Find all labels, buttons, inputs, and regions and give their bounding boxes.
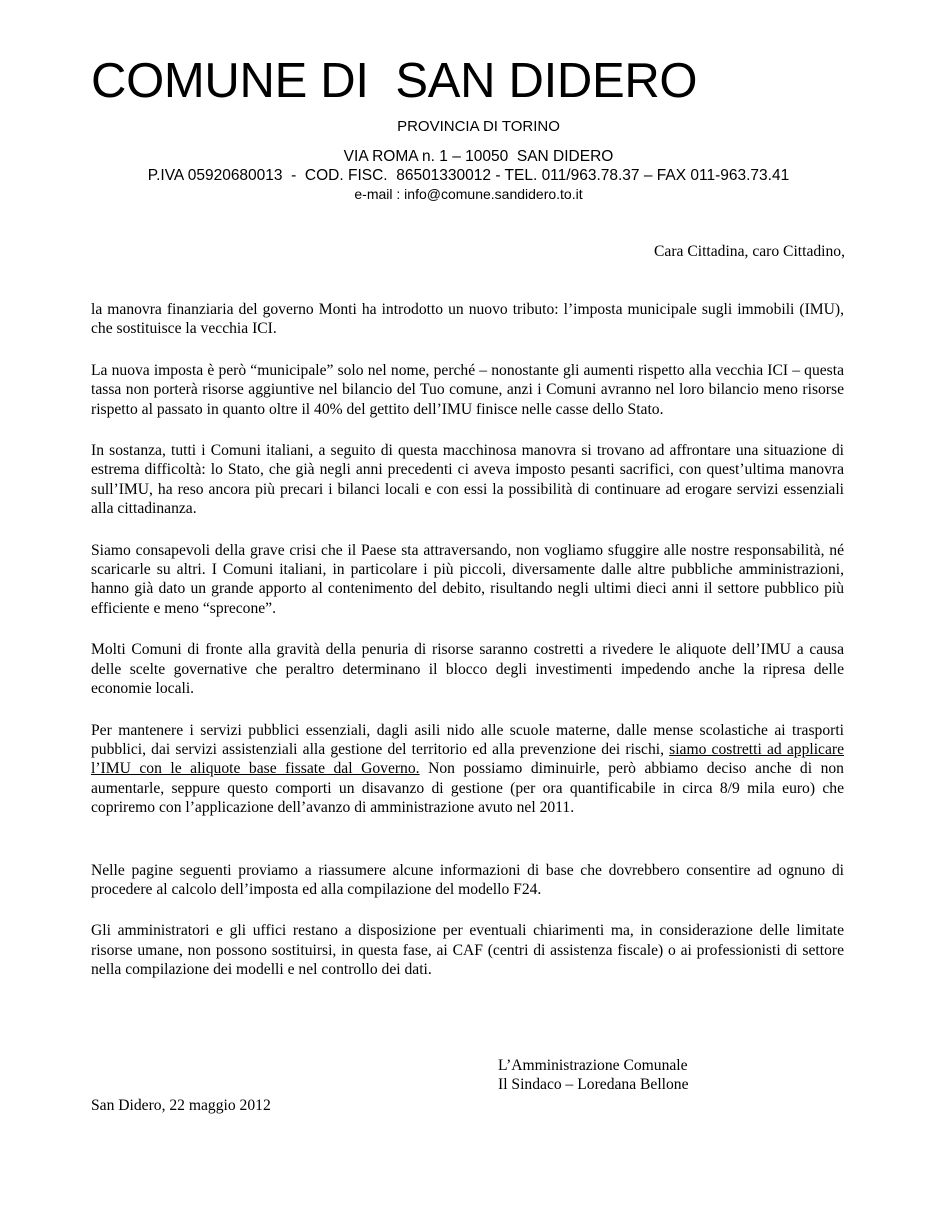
fiscal-info-line: P.IVA 05920680013 - COD. FISC. 86501330012 - TEL. 011/963.78.37 – FAX 011-963.73.41 <box>147 167 790 184</box>
signature-administration: L’Amministrazione Comunale <box>498 1057 688 1074</box>
paragraph-4: Siamo consapevoli della grave crisi che il Paese sta attraversando, non vogliamo sfuggire alle nostre responsabilità, né scaricarle su altri. I Comuni italiani, in particolare i più piccoli, diversamente dalle altre pubbliche amministrazioni, hanno già dato un grande apporto al contenimento del debito, risultando negli ultimi dieci anni il settore pubblico più efficiente e meno “sprecone”. <box>91 541 844 617</box>
address-line: VIA ROMA n. 1 – 10050 SAN DIDERO <box>343 148 614 165</box>
paragraph-1: la manovra finanziaria del governo Monti ha introdotto un nuovo tributo: l’imposta municipale sugli immobili (IMU), che sostituisce la vecchia ICI. <box>91 301 844 338</box>
municipality-title: COMUNE DI SAN DIDERO <box>91 54 698 108</box>
paragraph-2: La nuova imposta è però “municipale” solo nel nome, perché – nonostante gli aumenti rispetto alla vecchia ICI – questa tassa non porterà risorse aggiuntive nel bilancio del Tuo comune, anzi i Comuni avranno nel loro bilancio meno risorse rispetto al passato in quanto oltre il 40% del gettito dell’IMU finisce nelle casse dello Stato. <box>91 361 844 418</box>
province-line: PROVINCIA DI TORINO <box>397 118 560 135</box>
underlined-statement: siamo costretti ad applicare l’IMU con le aliquote base fissate dal Governo. <box>91 740 844 778</box>
paragraph-6 <box>91 721 844 818</box>
email-line: e-mail : info@comune.sandidero.to.it <box>354 186 583 202</box>
paragraph-6-end: Non possiamo diminuirle, però abbiamo deciso anche di non aumentarle, seppure questo comporti un disavanzo di gestione (per ora quantificabile in circa 8/9 mila euro) che copriremo con l’applicazione dell’avanzo di amministrazione avuto nel 2011. <box>91 760 844 817</box>
letter-body <box>91 300 844 980</box>
place-and-date: San Didero, 22 maggio 2012 <box>91 1097 271 1114</box>
paragraph-3: In sostanza, tutti i Comuni italiani, a seguito di questa macchinosa manovra si trovano ad affrontare una situazione di estrema difficoltà: lo Stato, che già negli anni precedenti ci aveva imposto pesanti sacrifici, con quest’ultima manovra sull’IMU, ha reso ancora più precari i bilanci locali e con essi la possibilità di continuare ad erogare servizi essenziali alla cittadinanza. <box>91 442 844 518</box>
paragraph-7: Nelle pagine seguenti proviamo a riassumere alcune informazioni di base che dovrebbero consentire ad ognuno di procedere al calcolo dell’imposta ed alla compilazione del modello F24. <box>91 861 844 898</box>
paragraph-8: Gli amministratori e gli uffici restano a disposizione per eventuali chiarimenti ma, in considerazione delle limitate risorse umane, non possono sostituirsi, in questa fase, ai CAF (centri di assistenza fiscale) o ai professionisti di settore nella compilazione dei modelli e nel controllo dei dati. <box>91 922 844 979</box>
signature-block <box>498 1056 689 1095</box>
paragraph-5: Molti Comuni di fronte alla gravità della penuria di risorse saranno costretti a rivedere le aliquote dell’IMU a causa delle scelte governative che peraltro determinano il blocco degli investimenti impedendo anche la ripresa delle economie locali. <box>91 641 844 698</box>
signature-mayor: Il Sindaco – Loredana Bellone <box>498 1076 689 1094</box>
greeting: Cara Cittadina, caro Cittadino, <box>654 243 845 260</box>
paragraph-6-start: Per mantenere i servizi pubblici essenziali, dagli asili nido alle scuole materne, dalle mense scolastiche ai trasporti pubblici, dai servizi assistenziali alla gestione del territorio ed alla prevenzione dei rischi, <box>91 721 844 758</box>
